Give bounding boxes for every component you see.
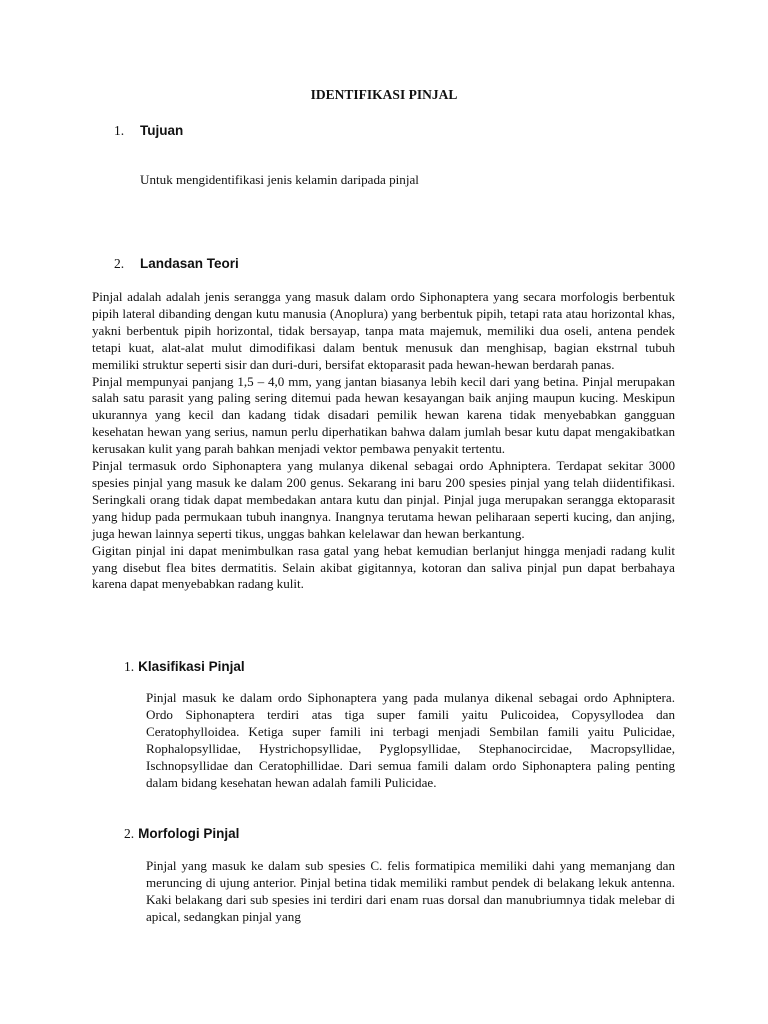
subsection-heading-klasifikasi — [124, 659, 245, 675]
section-title: Tujuan — [140, 123, 184, 138]
paragraph: Pinjal mempunyai panjang 1,5 – 4,0 mm, yang jantan biasanya lebih kecil dari yang betina. Pinjal merupakan salah satu parasit yang paling sering ditemui pada hewan kesayangan baik anjing maupun kucing. Meskipun ukurannya yang kecil dan kadang tidak disadari pemilik hewan karena tidak menyebabkan gangguan kesehatan hewan yang serius, namun perlu diperhatikan bahwa dalam jumlah besar kutu dapat mengakibatkan kerusakan kulit yang parah bahkan menjadi vektor pembawa penyakit tertentu. — [92, 373, 675, 457]
section-number: 1. — [114, 123, 125, 138]
tujuan-text: Untuk mengidentifikasi jenis kelamin daripada pinjal — [140, 172, 419, 187]
paragraph: Pinjal termasuk ordo Siphonaptera yang mulanya dikenal sebagai ordo Aphniptera. Terdapat sekitar 3000 spesies pinjal yang masuk ke dalam 200 genus. Sekarang ini baru 200 spesies pinjal yang telah diidentifikasi. Seringkali orang tidak dapat membedakan antara kutu dan pinjal. Pinjal juga merupakan serangga ektoparasit yang hidup pada permukaan tubuh inangnya. Inangnya terutama hewan peliharaan seperti kucing, dan anjing, juga hewan lainnya seperti tikus, unggas bahkan kelelawar dan hewan berkantung. — [92, 458, 675, 541]
subsection-title: Morfologi Pinjal — [138, 826, 240, 841]
subsection-heading-morfologi — [124, 826, 239, 842]
morfologi-text: Pinjal yang masuk ke dalam sub spesies C. felis formatipica memiliki dahi yang memanjang dan meruncing di ujung anterior. Pinjal betina tidak memiliki rambut pendek di belakang lekuk antenna. Kaki belakang dari sub spesies ini terdiri dari enam ruas dorsal dan manubriumnya tidak melebar di apical, sedangkan pinjal yang — [146, 858, 675, 924]
section-heading-tujuan — [114, 123, 183, 139]
klasifikasi-text: Pinjal masuk ke dalam ordo Siphonaptera yang pada mulanya dikenal sebagai ordo Aphniptera. Ordo Siphonaptera terdiri atas tiga super famili yaitu Pulicoidea, Copysyllodea dan Ceratophylloidea. Ketiga super famili ini terbagi menjadi Sembilan famili yaitu Pulicidae, Rophalopsyllidae, Hystrichopsyllidae, Pyglopsyllidae, Stephanocircidae, Macropsyllidae, Ischnopsyllidae dan Ceratophillidae. Dari semua famili dalam ordo Siphonaptera paling penting dalam bidang kesehatan hewan adalah famili Pulicidae. — [146, 690, 675, 790]
page-title: IDENTIFIKASI PINJAL — [310, 87, 458, 102]
section-title: Landasan Teori — [140, 256, 239, 271]
subsection-number: 1. — [124, 659, 135, 674]
section-heading-landasan-teori — [114, 256, 239, 272]
paragraph: Pinjal adalah adalah jenis serangga yang masuk dalam ordo Siphonaptera yang secara morfologis berbentuk pipih lateral dibanding dengan kutu manusia (Anoplura) yang berbentuk pipih, tetapi rata atau horizontal khas, yakni berbentuk pipih horizontal, tidak bersayap, tanpa mata majemuk, memiliki dua oseli, antena pendek tetapi kuat, alat-alat mulut dimodifikasi dalam bentuk menusuk dan menghisap, bagian ekstrnal tubuh memiliki struktur seperti sisir dan duri-duri, bersifat ektoparasit pada hewan-hewan berdarah panas. — [92, 289, 675, 372]
subsection-number: 2. — [124, 826, 135, 841]
section-number: 2. — [114, 256, 125, 271]
landasan-paragraphs — [92, 289, 675, 593]
paragraph: Gigitan pinjal ini dapat menimbulkan rasa gatal yang hebat kemudian berlanjut hingga menjadi radang kulit yang disebut flea bites dermatitis. Selain akibat gigitannya, kotoran dan saliva pinjal pun dapat berbahaya karena dapat menyebabkan radang kulit. — [92, 542, 675, 592]
subsection-title: Klasifikasi Pinjal — [138, 659, 245, 674]
